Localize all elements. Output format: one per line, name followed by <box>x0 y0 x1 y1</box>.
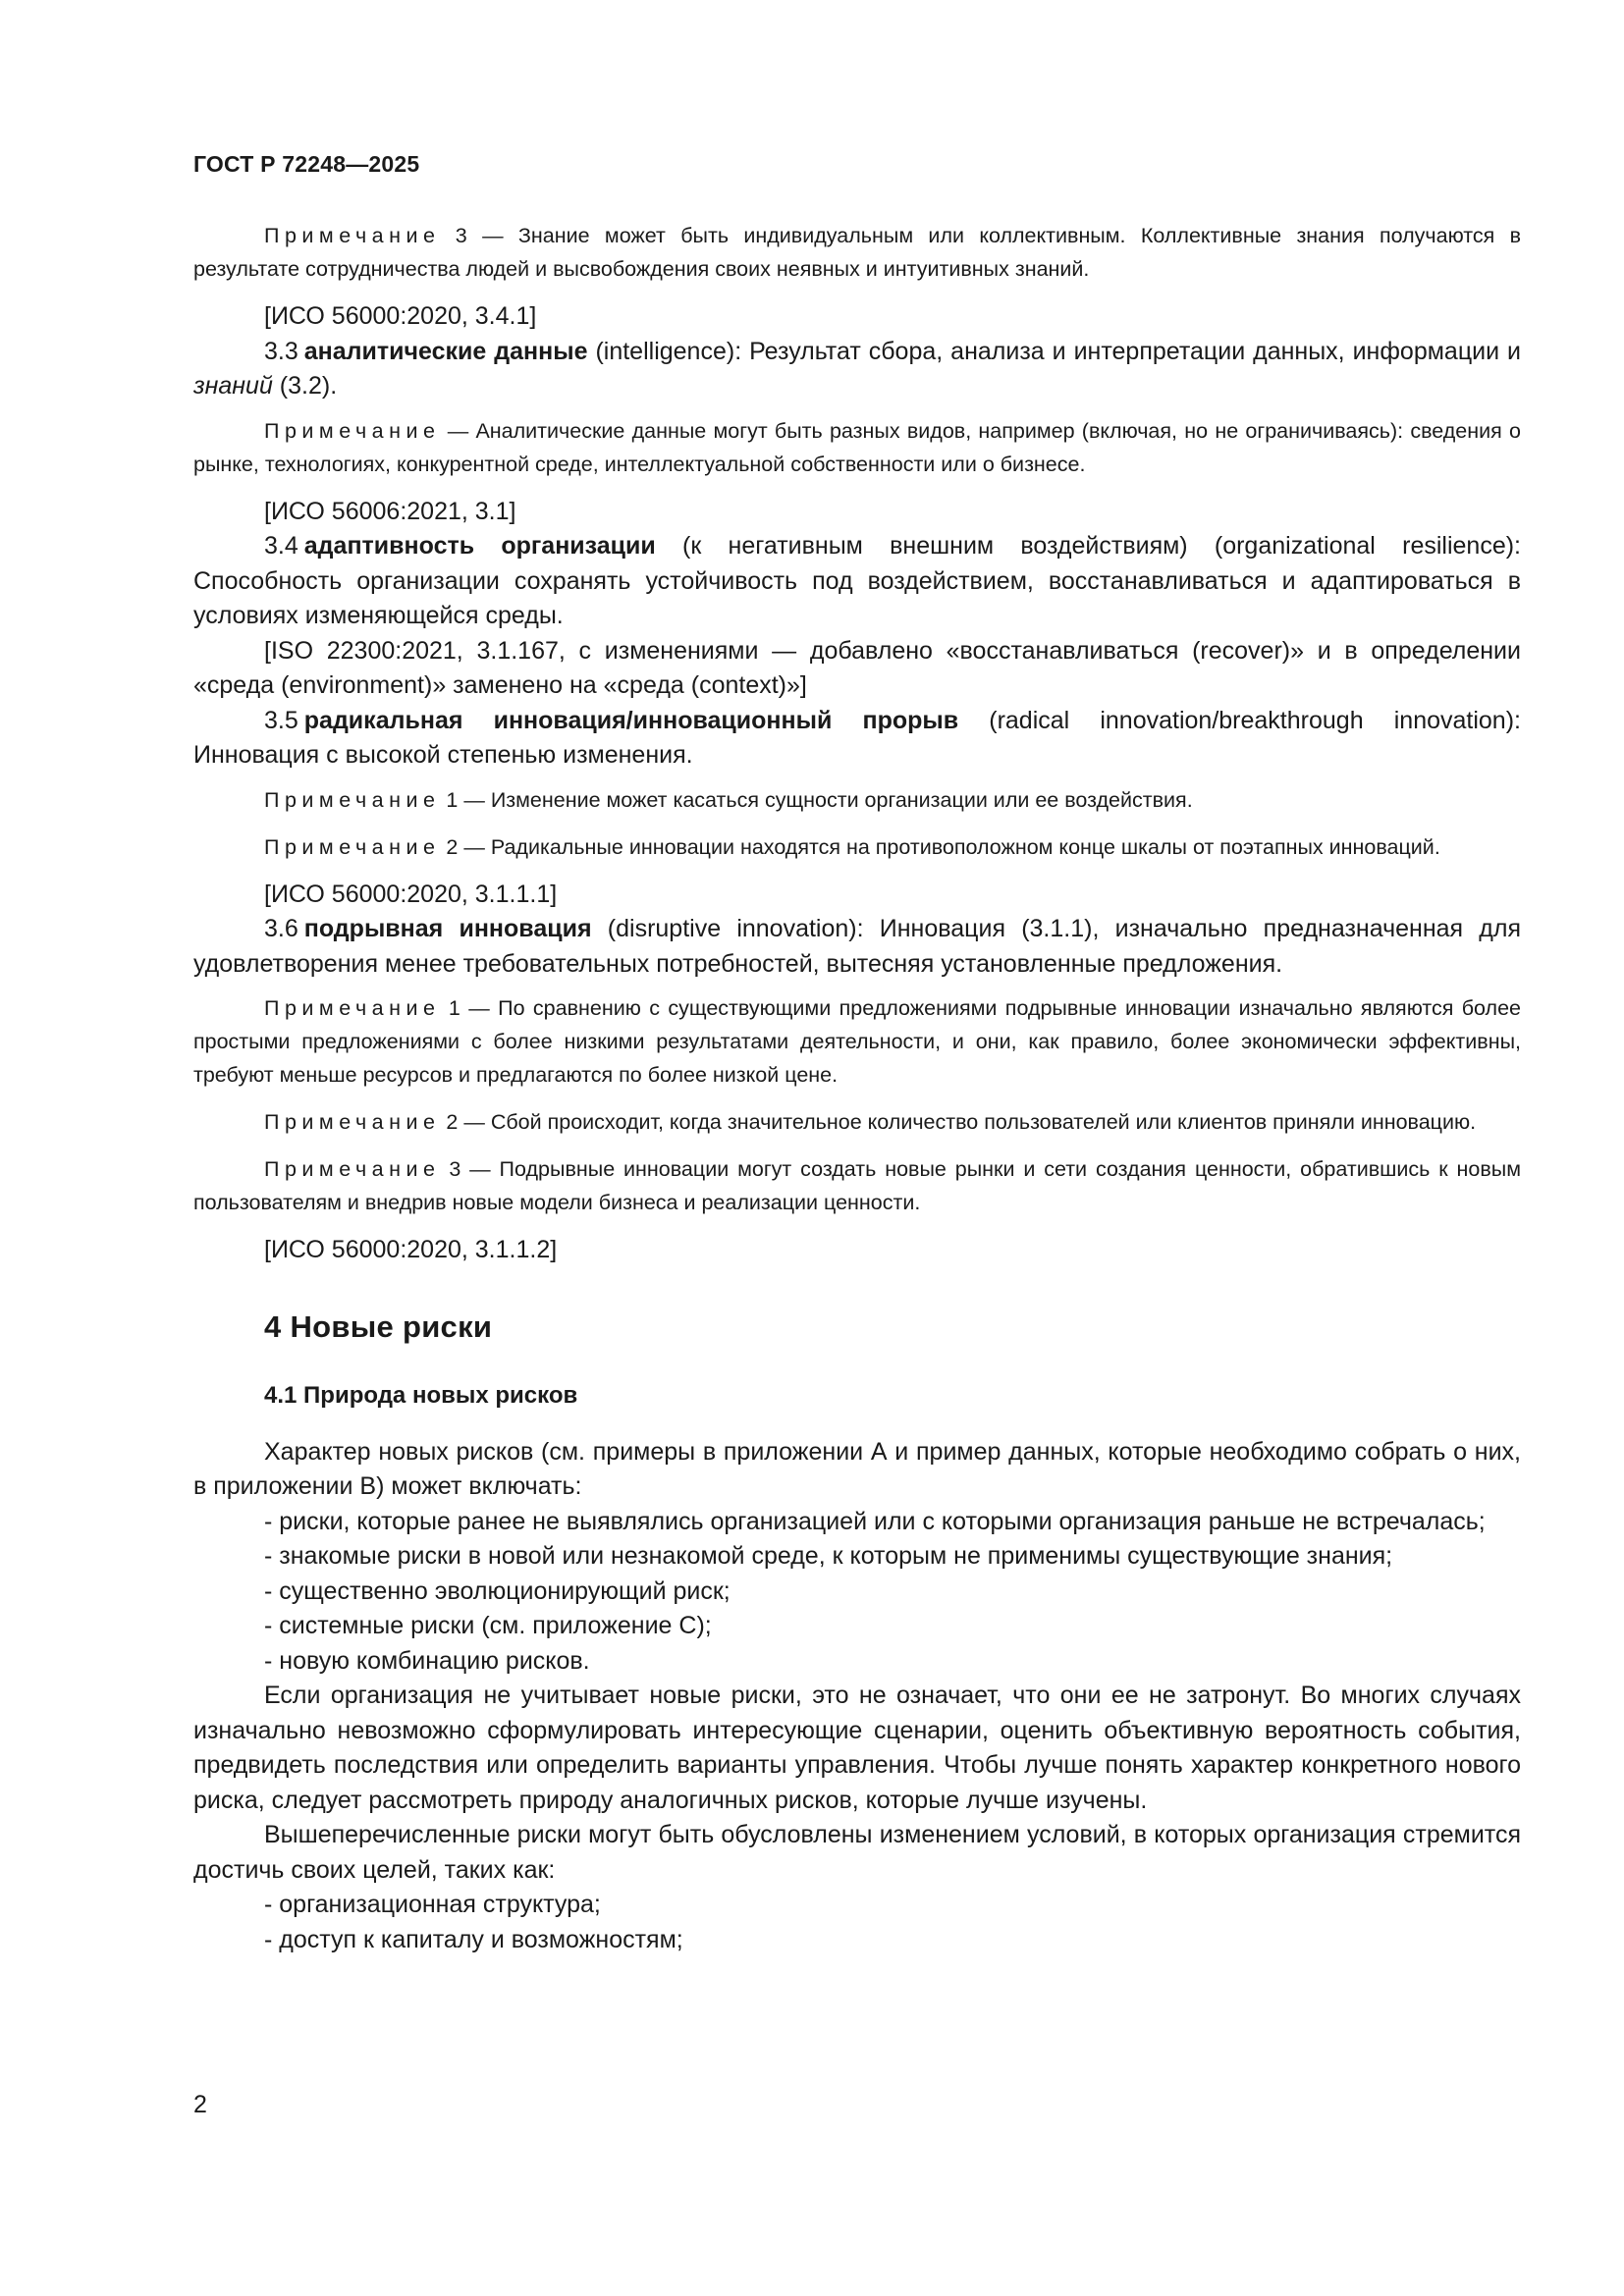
reference: [ИСО 56006:2021, 3.1] <box>264 497 516 525</box>
note-label: Примечание <box>264 1157 441 1181</box>
note-3-2-3: Примечание 3 — Знание может быть индивидуальным или коллективным. Коллективные знания получаются в результате сотрудничества людей и высвобождения своих неявных и интуитивных знаний. <box>193 224 1521 281</box>
page-body <box>193 219 1521 1957</box>
reference: [ИСО 56000:2020, 3.4.1] <box>264 302 537 330</box>
reference: [ISO 22300:2021, 3.1.167, с изменениями — добавлено «восстанавливаться (recover)» и в определении «среда (environment)» заменено на «среда (context)»] <box>193 636 1521 699</box>
list-item: - системные риски (см. приложение С); <box>264 1612 712 1639</box>
note-3-6-1: Примечание 1 — По сравнению с существующими предложениями подрывные инновации изначально являются более простыми предложениями с более низкими результатами деятельности, и они, как правило, более экономически эффективны, требуют меньше ресурсов и предлагаются по более низкой цене. <box>193 996 1521 1087</box>
list-item: - знакомые риски в новой или незнакомой среде, к которым не применимы существующие знания; <box>264 1542 1393 1570</box>
note-label: Примечание <box>264 224 441 247</box>
note-label: Примечание <box>264 418 441 443</box>
note-3-3: Примечание — Аналитические данные могут быть разных видов, например (включая, но не ограничиваясь): сведения о рынке, технологиях, конкурентной среде, интеллектуальной собственности или о бизнесе. <box>193 418 1521 476</box>
paragraph: Вышеперечисленные риски могут быть обусловлены изменением условий, в которых организация стремится достичь своих целей, таких как: <box>193 1821 1521 1884</box>
paragraph: Характер новых рисков (см. примеры в приложении А и пример данных, которые необходимо собрать о них, в приложении В) может включать: <box>193 1437 1521 1500</box>
list-item: - новую комбинацию рисков. <box>264 1646 590 1675</box>
section-heading: 4 Новые риски <box>264 1308 493 1344</box>
document-header: ГОСТ Р 72248—2025 <box>193 151 420 177</box>
list-item: - существенно эволюционирующий риск; <box>264 1576 731 1605</box>
note-3-6-2: Примечание 2 — Сбой происходит, когда значительное количество пользователей или клиентов приняли инновацию. <box>264 1110 1477 1134</box>
term-3-6: 3.6 подрывная инновация (disruptive innovation): Инновация (3.1.1), изначально предназначенная для удовлетворения менее требовательных потребностей, вытесняя установленные предложения. <box>193 915 1521 978</box>
list-item: - организационная структура; <box>264 1891 601 1918</box>
reference: [ИСО 56000:2020, 3.1.1.1] <box>264 880 558 908</box>
list-item: - доступ к капиталу и возможностям; <box>264 1925 683 1953</box>
note-label: Примечание <box>264 996 441 1020</box>
note-3-5-1: Примечание 1 — Изменение может касаться сущности организации или ее воздействия. <box>264 787 1193 812</box>
term-3-5: 3.5 радикальная инновация/инновационный прорыв (radical innovation/breakthrough innovation): Инновация с высокой степенью изменения. <box>193 706 1521 769</box>
paragraph: Если организация не учитывает новые риски, это не означает, что они ее не затронут. Во многих случаях изначально невозможно сформулировать интересующие сценарии, оценить объективную вероятность события, предвидеть последствия или определить варианты управления. Чтобы лучше понять характер конкретного нового риска, следует рассмотреть природу аналогичных рисков, которые лучше изучены. <box>193 1682 1521 1814</box>
note-label: Примечание <box>264 834 441 859</box>
note-3-6-3: Примечание 3 — Подрывные инновации могут создать новые рынки и сети создания ценности, обратившись к новым пользователям и внедрив новые модели бизнеса и реализации ценности. <box>193 1157 1521 1214</box>
note-label: Примечание <box>264 1110 441 1134</box>
note-3-5-2: Примечание 2 — Радикальные инновации находятся на противоположном конце шкалы от поэтапных инноваций. <box>264 834 1440 859</box>
subsection-heading: 4.1 Природа новых рисков <box>264 1381 578 1409</box>
list-item: - риски, которые ранее не выявлялись организацией или с которыми организация раньше не встречалась; <box>264 1507 1486 1535</box>
term-3-4: 3.4 адаптивность организации (к негативным внешним воздействиям) (organizational resilience): Способность организации сохранять устойчивость под воздействием, восстанавливаться и адаптироваться в условиях изменяющейся среды. <box>193 532 1521 629</box>
page-number: 2 <box>193 2091 207 2118</box>
note-label: Примечание <box>264 787 441 812</box>
reference: [ИСО 56000:2020, 3.1.1.2] <box>264 1236 558 1263</box>
term-3-3: 3.3 аналитические данные (intelligence): Результат сбора, анализа и интерпретации данных, информации и знаний (3.2). <box>193 337 1521 400</box>
